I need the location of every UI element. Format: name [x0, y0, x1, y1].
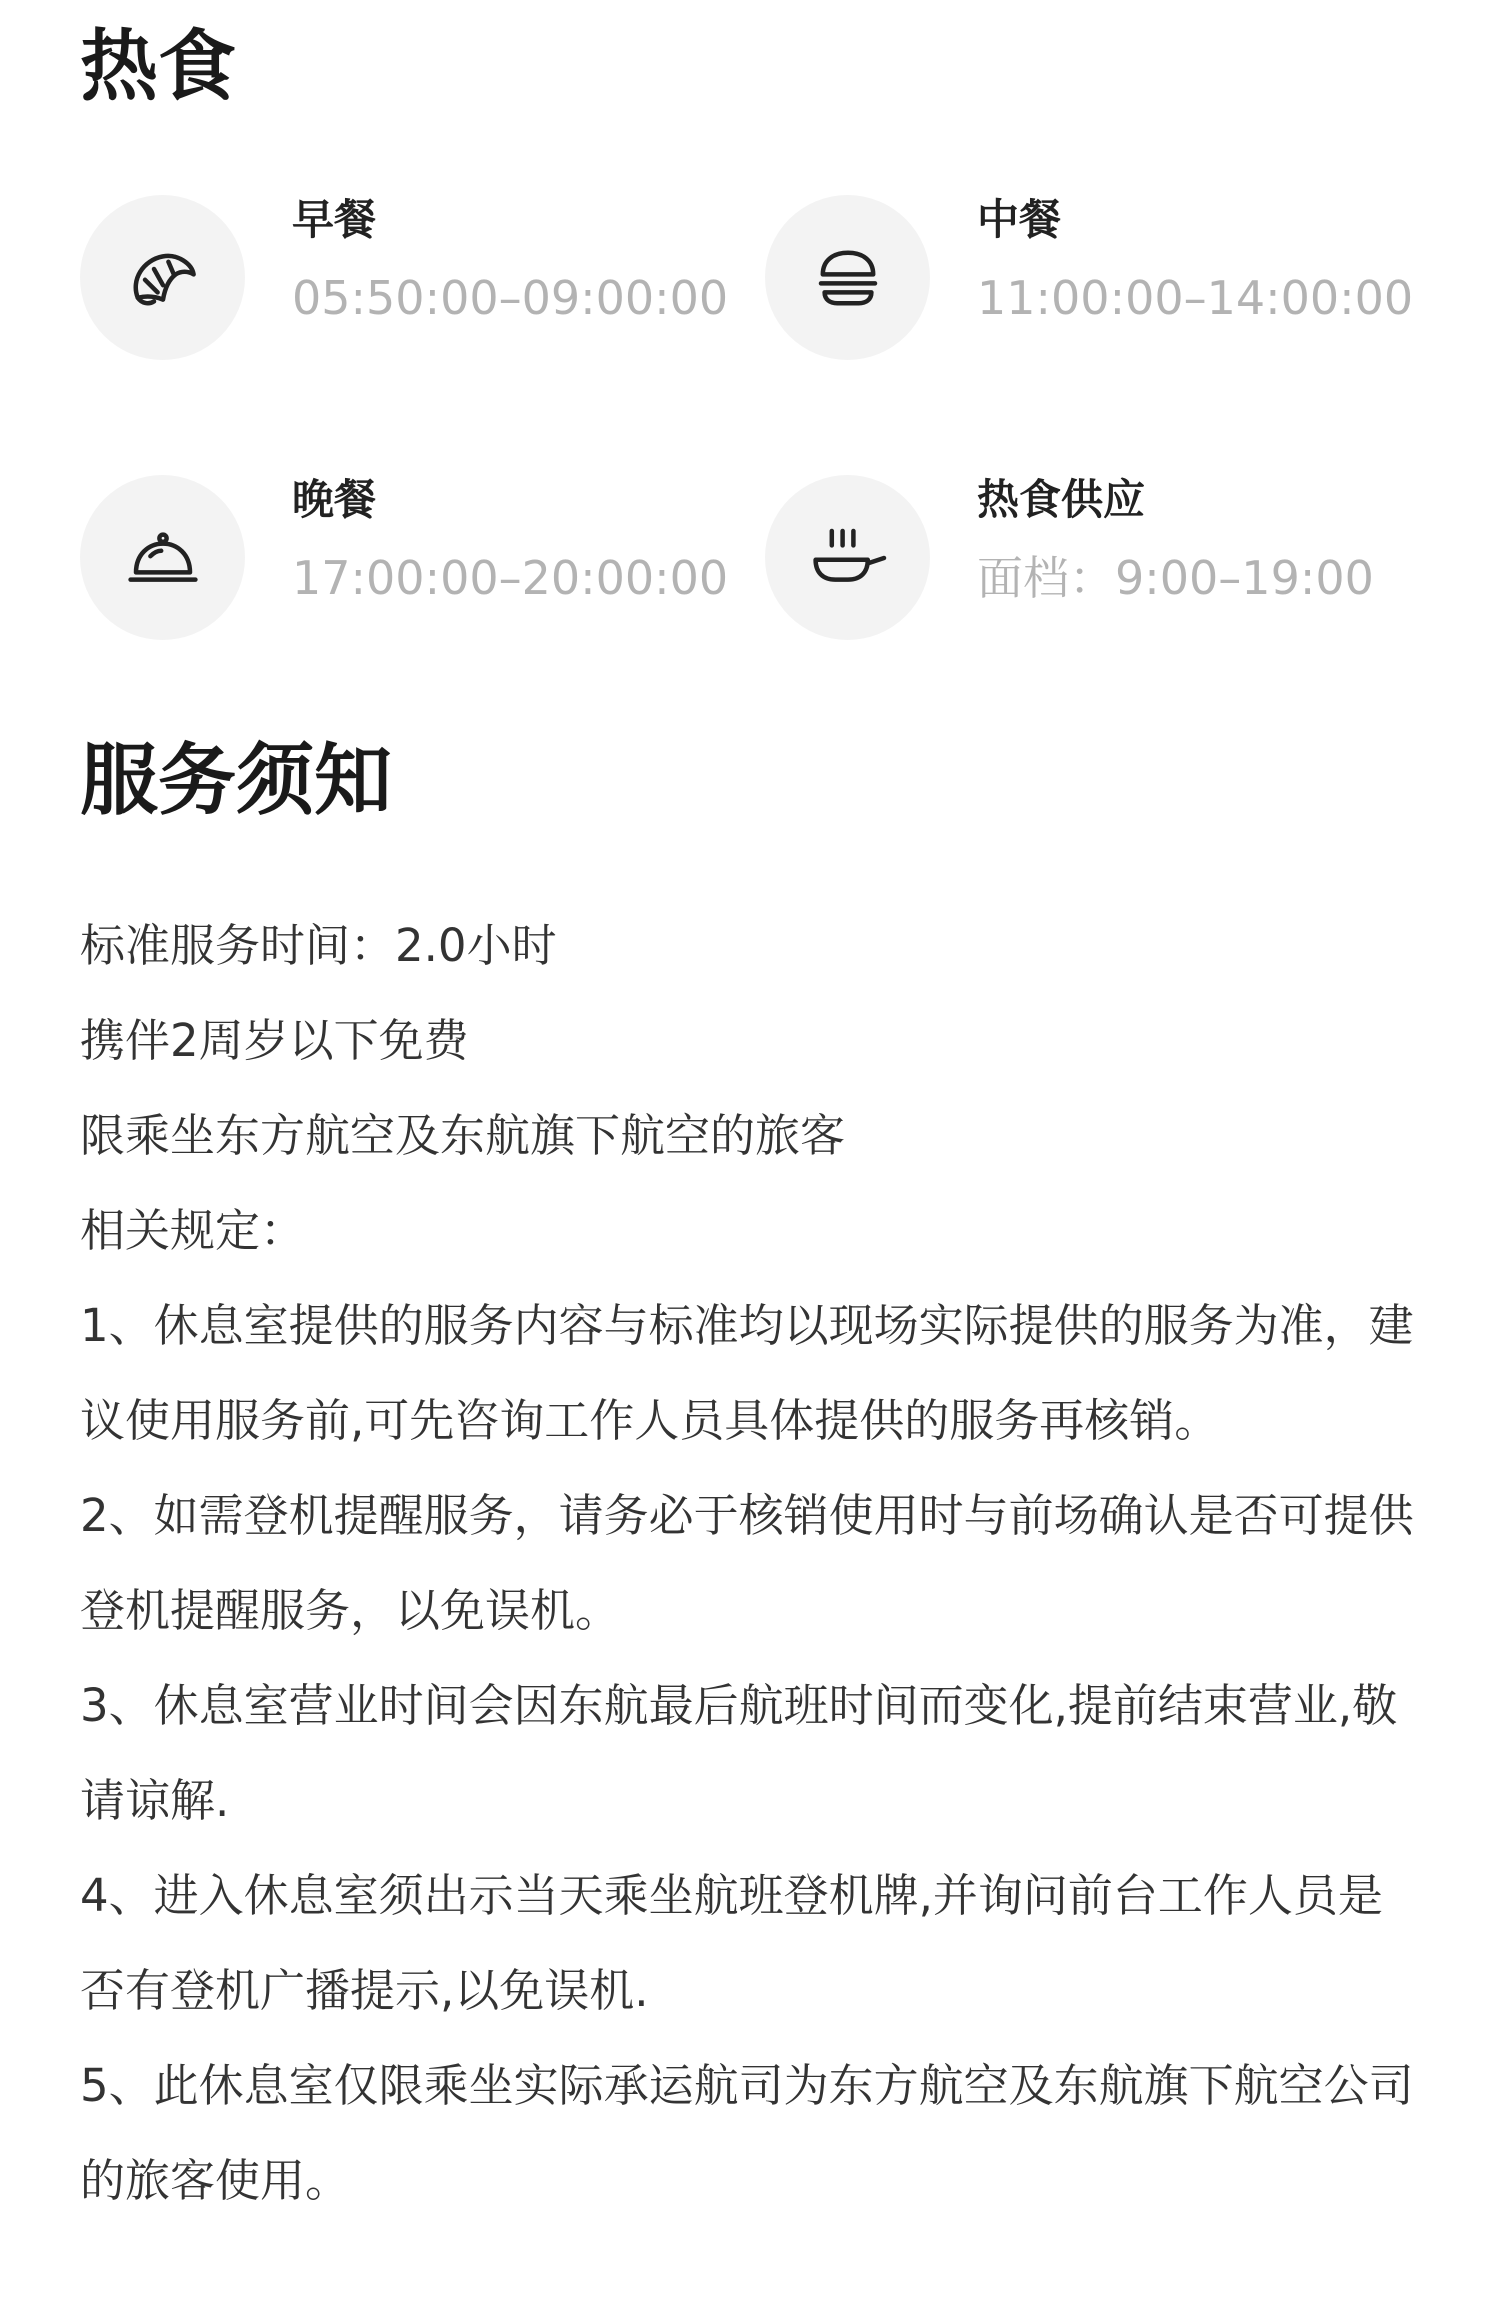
meal-time: 17:00:00–20:00:00 — [292, 551, 729, 605]
meal-time: 面档：9:00–19:00 — [977, 551, 1374, 605]
notice-line: 相关规定： — [80, 1204, 306, 1257]
meal-name: 热食供应 — [977, 475, 1146, 524]
service-notice-body — [80, 898, 1420, 2228]
meal-name: 早餐 — [292, 195, 377, 244]
meal-name: 中餐 — [977, 195, 1062, 244]
meal-item-hot-supply — [765, 475, 1405, 640]
notice-rule: 1、休息室提供的服务内容与标准均以现场实际提供的服务为准，建议使用服务前,可先咨询工作人员具体提供的服务再核销。 — [80, 1299, 1414, 1447]
cloche-icon — [80, 475, 245, 640]
service-notice-title: 服务须知 — [80, 736, 393, 826]
meal-time: 11:00:00–14:00:00 — [977, 271, 1414, 325]
notice-rule: 4、进入休息室须出示当天乘坐航班登机牌,并询问前台工作人员是否有登机广播提示,以免误机. — [80, 1869, 1383, 2017]
notice-rule: 3、休息室营业时间会因东航最后航班时间而变化,提前结束营业,敬请谅解. — [80, 1679, 1398, 1827]
frying-pan-icon — [765, 475, 930, 640]
burger-icon — [765, 195, 930, 360]
notice-line: 标准服务时间：2.0小时 — [80, 919, 557, 972]
notice-rule: 5、此休息室仅限乘坐实际承运航司为东方航空及东航旗下航空公司的旅客使用。 — [80, 2059, 1414, 2207]
meal-item-breakfast — [80, 195, 729, 360]
notice-line: 限乘坐东方航空及东航旗下航空的旅客 — [80, 1109, 846, 1162]
meal-item-lunch — [765, 195, 1414, 360]
notice-rule: 2、如需登机提醒服务，请务必于核销使用时与前场确认是否可提供登机提醒服务，以免误机。 — [80, 1489, 1414, 1637]
notice-line: 携伴2周岁以下免费 — [80, 1014, 469, 1067]
croissant-icon — [80, 195, 245, 360]
meal-name: 晚餐 — [292, 475, 377, 524]
hot-food-title: 热食 — [80, 22, 237, 112]
meal-item-dinner — [80, 475, 729, 640]
meal-time: 05:50:00–09:00:00 — [292, 271, 729, 325]
